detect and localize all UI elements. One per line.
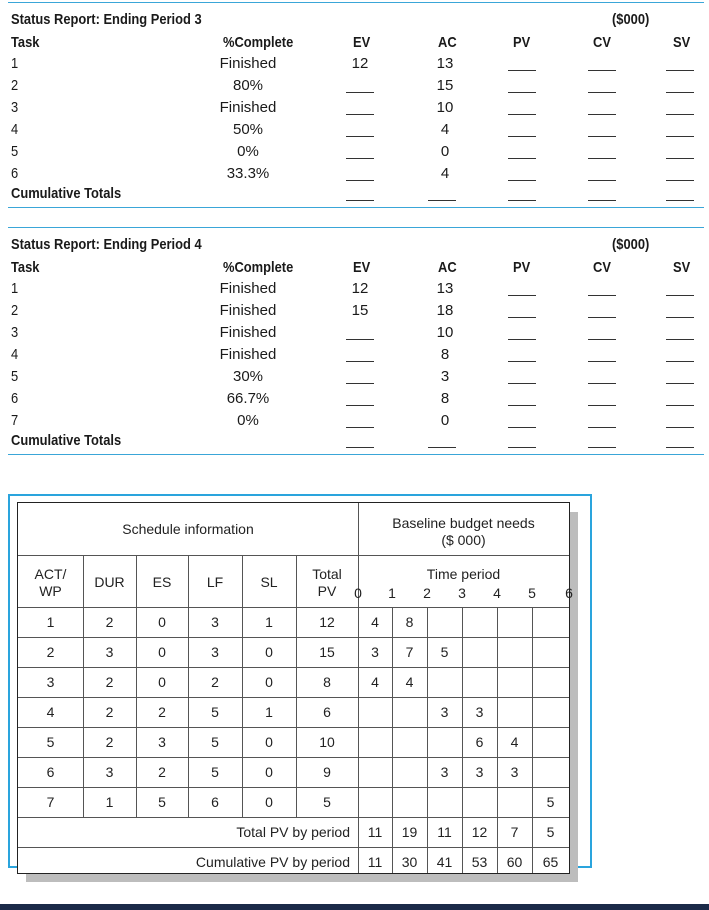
sv-blank	[666, 295, 694, 296]
report-top-rule	[8, 2, 704, 3]
task-number: 2	[11, 302, 19, 319]
cell-sl: 0	[265, 764, 273, 780]
ac-value: 8	[440, 390, 450, 407]
period-value: 3	[440, 704, 449, 720]
header-task: Task	[11, 34, 40, 51]
pv-total-blank	[508, 200, 536, 201]
report-bottom-rule	[8, 207, 704, 208]
cell-pv: 12	[319, 614, 335, 630]
period-value: 3	[510, 764, 519, 780]
grid-line	[18, 787, 569, 788]
grid-line	[18, 727, 569, 728]
period-value: 4	[371, 674, 379, 690]
pv-blank	[508, 136, 536, 137]
ac-value: 10	[436, 99, 454, 116]
header-cv: CV	[593, 259, 611, 276]
cumulative-totals-label: Cumulative Totals	[11, 185, 122, 202]
total-pv-value: 5	[546, 824, 555, 840]
status-report-period-3	[8, 2, 704, 232]
task-number: 3	[11, 324, 19, 341]
sv-blank	[666, 361, 694, 362]
ev-value: 12	[351, 280, 369, 297]
ac-value: 0	[440, 143, 450, 160]
percent-complete: 80%	[232, 77, 264, 94]
cumulative-pv-value: 30	[401, 854, 418, 870]
percent-complete: Finished	[219, 280, 277, 297]
ev-blank	[346, 339, 374, 340]
total-pv-value: 19	[401, 824, 418, 840]
cell-lf: 6	[211, 794, 219, 810]
cumulative-totals-label: Cumulative Totals	[11, 432, 122, 449]
cv-blank	[588, 317, 616, 318]
report-unit: ($000)	[612, 11, 650, 28]
col-sl-label: SL	[260, 574, 278, 590]
cell-es: 2	[158, 704, 166, 720]
grid-line	[18, 757, 569, 758]
col-pv-label: PV	[317, 583, 337, 599]
ev-blank	[346, 136, 374, 137]
report-bottom-rule	[8, 454, 704, 455]
task-number: 4	[11, 121, 19, 138]
header-ev: EV	[353, 34, 371, 51]
percent-complete: 33.3%	[226, 165, 270, 182]
header-cv: CV	[593, 34, 611, 51]
sv-blank	[666, 317, 694, 318]
cell-sl: 0	[265, 644, 273, 660]
total-pv-by-period-label: Total PV by period	[236, 824, 350, 840]
cumulative-pv-value: 60	[506, 854, 523, 870]
cell-sl: 0	[265, 674, 273, 690]
cell-dur: 1	[105, 794, 114, 810]
cv-blank	[588, 180, 616, 181]
cell-sl: 0	[265, 794, 273, 810]
cell-act: 7	[46, 794, 55, 810]
sv-blank	[666, 339, 694, 340]
period-value: 3	[475, 704, 484, 720]
cell-pv: 8	[323, 674, 331, 690]
pv-blank	[508, 180, 536, 181]
schedule-table	[17, 502, 573, 874]
task-number: 2	[11, 77, 19, 94]
period-tick: 3	[458, 585, 466, 601]
report-title: Status Report: Ending Period 4	[11, 236, 202, 253]
period-tick: 1	[388, 585, 396, 601]
ev-blank	[346, 427, 374, 428]
period-value: 3	[371, 644, 379, 660]
period-tick: 0	[354, 585, 362, 601]
bottom-bar	[0, 904, 709, 910]
ev-total-blank	[346, 447, 374, 448]
period-value: 4	[371, 614, 379, 630]
ev-blank	[346, 180, 374, 181]
ac-value: 18	[436, 302, 454, 319]
pv-blank	[508, 158, 536, 159]
period-value: 4	[510, 734, 519, 750]
header-ac: AC	[438, 34, 457, 51]
ev-blank	[346, 114, 374, 115]
ac-value: 10	[436, 324, 454, 341]
schedule-information-title: Schedule information	[122, 521, 254, 537]
task-number: 5	[11, 143, 19, 160]
cell-es: 0	[158, 674, 166, 690]
cumulative-pv-value: 65	[542, 854, 559, 870]
pv-total-blank	[508, 447, 536, 448]
cell-sl: 1	[265, 614, 273, 630]
task-number: 6	[11, 390, 19, 407]
ac-value: 4	[440, 121, 450, 138]
cell-pv: 10	[319, 734, 335, 750]
task-number: 4	[11, 346, 19, 363]
period-value: 6	[475, 734, 484, 750]
cell-act: 1	[46, 614, 55, 630]
total-pv-value: 11	[367, 824, 383, 840]
cell-act: 2	[46, 644, 55, 660]
pv-blank	[508, 317, 536, 318]
cv-blank	[588, 114, 616, 115]
cell-lf: 5	[211, 734, 219, 750]
report-unit: ($000)	[612, 236, 650, 253]
period-tick: 2	[423, 585, 431, 601]
sv-blank	[666, 70, 694, 71]
sv-blank	[666, 136, 694, 137]
period-value: 5	[440, 644, 449, 660]
ac-value: 13	[436, 280, 454, 297]
period-value: 4	[405, 674, 414, 690]
cumulative-pv-value: 53	[471, 854, 488, 870]
report-title: Status Report: Ending Period 3	[11, 11, 202, 28]
cell-act: 5	[46, 734, 55, 750]
cell-lf: 2	[211, 674, 219, 690]
grid-line	[18, 555, 569, 556]
cv-blank	[588, 136, 616, 137]
sv-blank	[666, 92, 694, 93]
total-pv-value: 11	[437, 824, 452, 840]
cell-pv: 9	[323, 764, 331, 780]
percent-complete: Finished	[219, 324, 277, 341]
col-wp-label: WP	[39, 583, 62, 599]
period-value: 3	[440, 764, 449, 780]
cv-blank	[588, 295, 616, 296]
cell-act: 6	[46, 764, 55, 780]
pv-blank	[508, 114, 536, 115]
grid-line	[18, 697, 569, 698]
percent-complete: Finished	[219, 99, 277, 116]
cv-blank	[588, 70, 616, 71]
percent-complete: Finished	[219, 302, 277, 319]
cv-blank	[588, 427, 616, 428]
header-pv: PV	[513, 259, 531, 276]
ev-blank	[346, 158, 374, 159]
header-ac: AC	[438, 259, 457, 276]
header-sv: SV	[673, 34, 691, 51]
total-pv-value: 7	[510, 824, 519, 840]
cell-pv: 5	[323, 794, 331, 810]
period-value: 3	[475, 764, 484, 780]
cv-total-blank	[588, 447, 616, 448]
ev-value: 15	[351, 302, 369, 319]
percent-complete: 50%	[232, 121, 264, 138]
sv-total-blank	[666, 200, 694, 201]
header-ev: EV	[353, 259, 371, 276]
cv-blank	[588, 339, 616, 340]
ev-blank	[346, 383, 374, 384]
percent-complete: Finished	[219, 55, 277, 72]
period-tick: 4	[493, 585, 501, 601]
cumulative-pv-by-period-label: Cumulative PV by period	[195, 854, 350, 870]
percent-complete: 0%	[237, 143, 259, 160]
cv-blank	[588, 383, 616, 384]
ev-blank	[346, 361, 374, 362]
pv-blank	[508, 92, 536, 93]
task-number: 6	[11, 165, 19, 182]
baseline-budget-unit: ($ 000)	[441, 532, 486, 548]
cv-blank	[588, 405, 616, 406]
sv-blank	[666, 427, 694, 428]
cv-blank	[588, 92, 616, 93]
ac-value: 4	[440, 165, 450, 182]
cell-dur: 2	[105, 704, 114, 720]
cell-es: 2	[158, 764, 166, 780]
cell-pv: 15	[319, 644, 335, 660]
pv-blank	[508, 427, 536, 428]
period-value: 7	[405, 644, 414, 660]
percent-complete: Finished	[219, 346, 277, 363]
grid-line	[18, 607, 569, 608]
ev-total-blank	[346, 200, 374, 201]
ac-total-blank	[428, 200, 456, 201]
grid-line	[18, 667, 569, 668]
ac-value: 15	[436, 77, 454, 94]
grid-line	[18, 817, 569, 818]
col-lf-label: LF	[206, 574, 224, 590]
cell-dur: 3	[105, 764, 114, 780]
cell-dur: 2	[105, 614, 114, 630]
percent-complete: 66.7%	[226, 390, 270, 407]
cell-dur: 2	[105, 674, 114, 690]
header-pv: PV	[513, 34, 531, 51]
period-value: 5	[546, 794, 555, 810]
cell-es: 3	[158, 734, 166, 750]
cv-blank	[588, 158, 616, 159]
ac-total-blank	[428, 447, 456, 448]
ac-value: 13	[436, 55, 454, 72]
status-report-period-4	[8, 227, 704, 457]
time-period-label: Time period	[426, 566, 501, 582]
period-tick: 5	[528, 585, 536, 601]
total-pv-value: 12	[471, 824, 488, 840]
sv-blank	[666, 383, 694, 384]
pv-blank	[508, 405, 536, 406]
cumulative-pv-value: 11	[367, 854, 383, 870]
task-number: 1	[11, 55, 19, 72]
cell-dur: 2	[105, 734, 114, 750]
cumulative-pv-value: 41	[436, 854, 453, 870]
percent-complete: 0%	[237, 412, 259, 429]
task-number: 7	[11, 412, 19, 429]
cell-act: 4	[46, 704, 55, 720]
report-top-rule	[8, 227, 704, 228]
cell-es: 0	[158, 614, 166, 630]
cell-lf: 3	[211, 644, 219, 660]
pv-blank	[508, 339, 536, 340]
pv-blank	[508, 70, 536, 71]
cv-blank	[588, 361, 616, 362]
cell-lf: 5	[211, 704, 219, 720]
sv-total-blank	[666, 447, 694, 448]
col-act-label: ACT/	[34, 566, 67, 582]
baseline-budget-title: Baseline budget needs	[392, 515, 535, 531]
task-number: 5	[11, 368, 19, 385]
cell-lf: 3	[211, 614, 219, 630]
header-percent-complete: %Complete	[223, 34, 294, 51]
sv-blank	[666, 158, 694, 159]
col-es-label: ES	[152, 574, 172, 590]
cell-sl: 0	[265, 734, 273, 750]
col-dur-label: DUR	[94, 574, 125, 590]
ac-value: 0	[440, 412, 450, 429]
cell-act: 3	[46, 674, 55, 690]
sv-blank	[666, 180, 694, 181]
col-total-label: Total	[312, 566, 342, 582]
grid-line	[18, 637, 569, 638]
ac-value: 3	[440, 368, 450, 385]
ac-value: 8	[440, 346, 450, 363]
cell-dur: 3	[105, 644, 114, 660]
ev-blank	[346, 92, 374, 93]
cell-sl: 1	[265, 704, 273, 720]
period-value: 8	[405, 614, 414, 630]
pv-blank	[508, 361, 536, 362]
header-task: Task	[11, 259, 40, 276]
percent-complete: 30%	[232, 368, 264, 385]
header-percent-complete: %Complete	[223, 259, 294, 276]
ev-value: 12	[351, 55, 369, 72]
pv-blank	[508, 383, 536, 384]
cv-total-blank	[588, 200, 616, 201]
grid-line	[18, 847, 569, 848]
task-number: 1	[11, 280, 19, 297]
sv-blank	[666, 405, 694, 406]
cell-es: 0	[158, 644, 166, 660]
ev-blank	[346, 405, 374, 406]
pv-blank	[508, 295, 536, 296]
cell-pv: 6	[323, 704, 331, 720]
task-number: 3	[11, 99, 19, 116]
period-tick: 6	[565, 585, 573, 601]
cell-lf: 5	[211, 764, 219, 780]
cell-es: 5	[158, 794, 166, 810]
header-sv: SV	[673, 259, 691, 276]
sv-blank	[666, 114, 694, 115]
